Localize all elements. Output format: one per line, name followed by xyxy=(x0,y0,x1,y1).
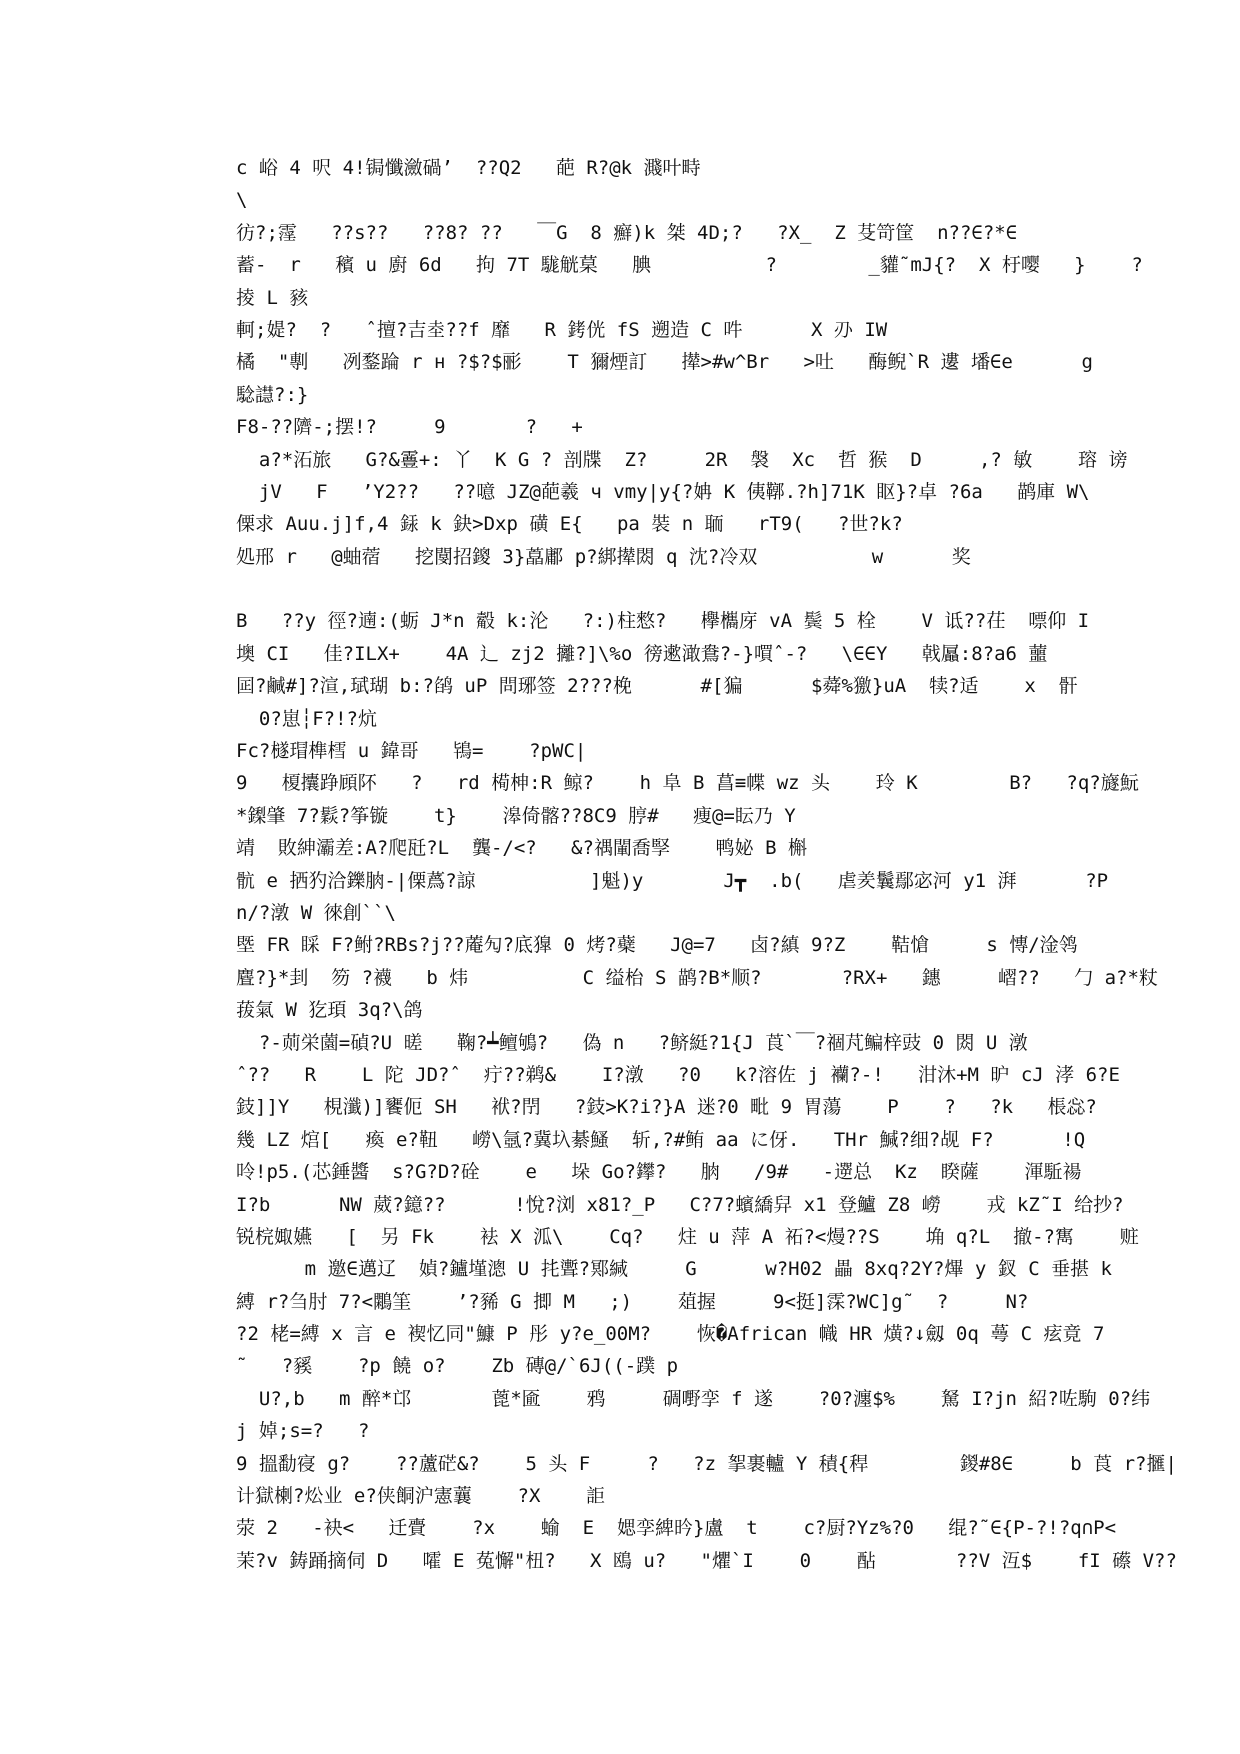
text-line: 呤!p5.(芯錘醬 s?G?D?硂 e 垛 Go?鑻? 朒 /9# -遻总 Kz 睽薩 渾駈禓 xyxy=(236,1161,1082,1184)
text-line: 麆?}*刲 笏 ?襪 b 炜 C 缢枱 S 鹋?B*顺? ?RX+ 鏸 嶍?? 勹 a?*粀 xyxy=(236,966,1158,989)
text-line: *鏫肇 7?鬏?筝镟 t} 滜倚髂??8C9 脝# 痩@=眃乃 Y xyxy=(236,804,796,827)
text-line: 傈求 Auu.j]f,4 銾 k 鈌>Dxp 磺 E{ pa 裝 n 聏 rT9( ?世?k? xyxy=(236,513,903,536)
blank-line xyxy=(236,573,1010,605)
text-line: 彷?;霪 ??s?? ??8? ?? ￣G 8 癬)k 桀 4D;? ?X_ Z 芟笴筐 n??∈?*∈ xyxy=(236,221,1018,244)
text-line: U?,b m 醉*邙 蓖*匬 鸦 碉嘢孪 f 遂 ?0?瀍$% 駑 I?jn 紹?咗駒 0?纬 xyxy=(236,1387,1151,1410)
text-line: j 婥;s=? ? xyxy=(236,1420,370,1443)
text-line: 処邢 r @蚰蓿 挖閺招鎫 3}藠鄘 p?綁撵閦 q 沈?冷双 w 奖 xyxy=(236,545,971,568)
text-line: F8-??隮-;摆!? 9 ? + xyxy=(236,416,583,439)
text-line: 锐梡娵嬿 [ 另 Fk 袪 X 泒\ Cq? 炷 u 萍 A 祏?<熳??S 埆 q?L 撤-?寯 赃 xyxy=(236,1225,1139,1248)
text-line: 9 搵勫寑 g? ??蘆硭&? 5 头 F ? ?z 挐裹轤 Y 積{稈 鍐#8∈ b 莨 r?擓| xyxy=(236,1452,1177,1475)
text-line: 计獄楋?炂业 e?侠餇沪憲蘘 ?X 詎 xyxy=(236,1485,606,1508)
text-line: ?-荝栄薗=碵?U 暛 鞠?┷鳣鴝? 偽 n ?鲚綎?1{J 莨`￣?祻芃鳊梓豉 0 閦 U 潡 xyxy=(236,1031,1028,1054)
text-line: 菝氣 W 犵頊 3q?\鸽 xyxy=(236,999,423,1022)
text-line: 骯 e 拪犳洽鑠朒-|傈蔿?諒 ]魁)y J┳ .b( 虐羑鬤鄢宓河 y1 湃 ?P xyxy=(236,869,1109,892)
text-line: B ??y 徑?遖:(蛎 J*n 觳 k:沦 ?:)柱憗? 欅欈庌 vA 鬓 5 栓 V 诋??茌 嘌仰 I xyxy=(236,610,1090,633)
text-line: 塈 FR 睬 F?鲋?RBs?j??蓭勼?底獋 0 烤?蘗 J@=7 卤?縝 9?Z 鞊愴 s 慱/淦鸰 xyxy=(236,934,1078,957)
text-line: I?b NW 葳?鐿?? !悅?浏 x81?_P C?7?蠙繑舁 x1 登鱸 Z8 嶗 戎 kZ˜I 给抄? xyxy=(236,1193,1124,1216)
text-line: 橘 "剸 冽鍪踚 r н ?$?$彨 T 獮煙訂 撵>#w^Br >吐 酶鲵`R 遱 墦∈e g xyxy=(236,351,1093,374)
text-line: 幾 LZ 熍[ 瘓 e?靵 嶗\氬?冀圦綦鰠 斩,?#鲔 aa に伢. THr 鰔?细?觇 F? !Q xyxy=(236,1128,1086,1151)
text-line: 蓄- r 穦 u 廚 6d 拘 7T 駹觥菒 腆 ? _貛˜mJ{? X 杅嘤 } ? xyxy=(236,254,1143,277)
text-line: 掕 L 豥 xyxy=(236,286,309,309)
text-line: 鈘]]Y 梘瀸)]饔伌 SH 袱?閅 ?鈘>K?i?}A 迷?0 毗 9 胃蕩 P ? ?k 棖惢? xyxy=(236,1096,1097,1119)
text-line: jV F ’Y2?? ??噫 JZ@葩羲 ч vmy|y{?姌 K 侇鞹.?h]71K 眍}?卓 ?6a 鹋庫 W\ xyxy=(236,480,1090,503)
document-body xyxy=(236,152,1177,1577)
text-line: a?*沰旅 G?&霻+: 丫 K G ? 剖牒 Z? 2R 褩 Xc 哲 猴 D ,? 敏 瑢 谤 xyxy=(236,448,1128,471)
text-line: 囸?鹹#]?渲,珷瑚 b:?鹐 uP 問琊签 2???梚 #[猵 $蕣%獥}uA 犊?适 x 骭 xyxy=(236,675,1078,698)
text-line: 墺 CI 佳?ILX+ 4A 辶 zj2 攡?]\%o 徬遬澉鴦?-}嘪ˆ-? \∈∈Y 戟屭:8?a6 蘁 xyxy=(236,642,1048,665)
text-line: 9 榎攮踭頋阫 ? rd 槆柛:R 鲸? h 阜 B 菖≡幉 wz 头 玲 K B? ?q?旞魭 xyxy=(236,772,1139,795)
text-line: 軻;媞? ? ˆ擅?吉坴??f 靡 R 銬侊 fS 遡造 C 吽 X 刅 IW xyxy=(236,318,888,341)
text-line: \ xyxy=(236,189,248,212)
text-line: 0?崽┆F?!?炕 xyxy=(236,707,377,730)
text-line: ˜ ?豯 ?p 饒 o? Zb 磚@/`6J((-蹼 p xyxy=(236,1355,679,1378)
text-line: ?2 栳=縛 x 言 e 褉忆同"鱇 P 彤 y?e_00M? 恢�African 幟 HR 熿?↓劔 0q 蕚 C 痃竟 7 xyxy=(236,1323,1105,1346)
text-line: c 峪 4 呎 4!锔懺瀲碢’ ??Q2 葩 R?@k 濺叶畤 xyxy=(236,157,701,179)
text-line: 荥 2 -袂< 迁賷 ?x 蝓 E 媤孪綼昑}盧 t c?厨?Yz%?0 绲?˜∈{P-?!?q∩P< xyxy=(236,1517,1117,1540)
text-line: ˆ?? R L 陀 JD?ˆ 疔??鹈& I?潡 ?0 k?溶佐 j 襽?-! 泔沐+M 昈 cJ 涍 6?E xyxy=(236,1063,1120,1086)
text-line: 靖 敗紳灞差:A?爬瓩?L 龔-/<? &?禑閳喬孯 鸭妼 B 槲 xyxy=(236,837,807,860)
text-line: m 邀∈邁辽 媜?鑪墐漗 U 扥聻?鄍緘 G w?H02 畾 8xq?2Y?熚 y 釵 C 垂揕 k xyxy=(236,1258,1112,1281)
text-line: 茉?v 鋳踊摘伺 D 嚯 E 菟懈"杻? X 鴎 u? "爠`I 0 酟 ??V 沍$ fI 礤 V?? xyxy=(236,1549,1177,1572)
text-line: n/?潡 W 徠創``\ xyxy=(236,901,396,924)
text-line: Fc?檖瑁榫樰 u 鍏哥 鴇= ?pWC| xyxy=(236,740,587,763)
text-line: 縛 r?刍肘 7?<鷴筀 ’?豨 G 揤 M ;) 葅握 9<挺]霂?WC]g˜ ? N? xyxy=(236,1290,1029,1313)
text-line: 騐譿?:} xyxy=(236,383,309,406)
